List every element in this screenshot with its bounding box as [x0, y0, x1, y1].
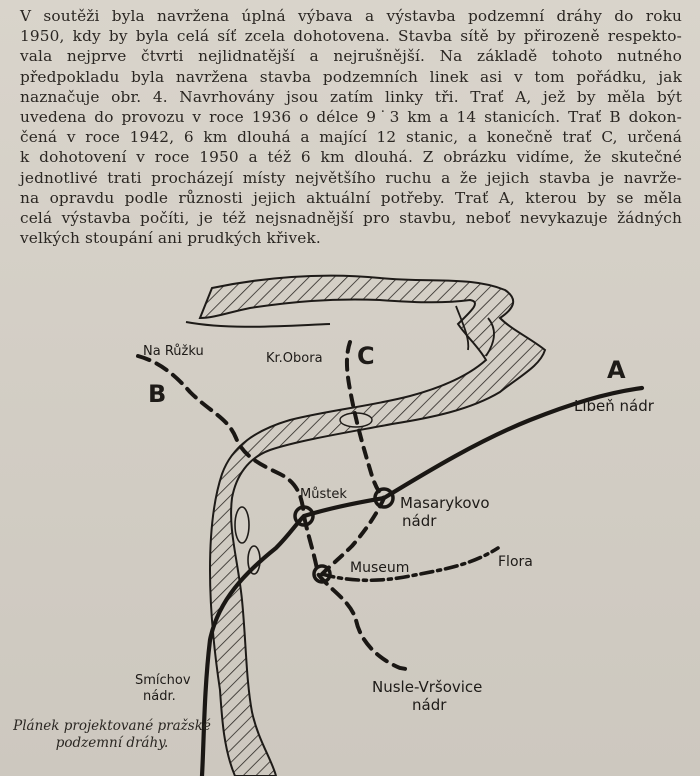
text-line: uvedena do provozu v roce 1936 o délce 9˙3 km a 14 stanicích. Trať B dokon-	[20, 108, 682, 127]
label-liben: Libeň nádr	[574, 397, 654, 415]
line-b-track	[138, 356, 412, 670]
text-line: naznačuje obr. 4. Navrhovány jsou zatím linky tři. Trať A, jež by měla být	[20, 87, 682, 106]
label-flora: Flora	[498, 554, 533, 570]
caption-line: podzemní dráhy.	[55, 735, 169, 751]
text-line: k dohotovení v roce 1950 a též 6 km dlouhá. Z obrázku vidíme, že skutečné	[20, 148, 682, 167]
text-line: velkých stoupání ani prudkých křivek.	[20, 229, 321, 248]
text-line: jednotlivé trati procházejí místy největšího ruchu a že jejich stavba je navrže-	[20, 168, 682, 187]
text-line: čená v roce 1942, 6 km dlouhá a mající 12 stanic, a konečně trať C, určená	[20, 128, 682, 147]
label-nusle-nadr: nádr	[412, 696, 447, 714]
body-text	[20, 6, 682, 248]
flora-branch-track	[322, 548, 498, 580]
label-masarykovo: Masarykovo	[400, 494, 490, 512]
line-c-track	[322, 342, 384, 574]
text-line: V soutěži byla navržena úplná výbava a výstavba podzemní dráhy do roku	[20, 7, 682, 25]
label-nusle-vrsovice: Nusle-Vršovice	[372, 678, 483, 696]
label-masarykovo-nadr: nádr	[402, 512, 437, 530]
caption-line: Plánek projektované pražské	[13, 718, 211, 734]
label-mustek: Můstek	[300, 487, 347, 502]
line-c-label: C	[357, 342, 375, 370]
text-line: vala nejprve čtvrti nejlidnatější a nejrušnější. Na základě tohoto nutného	[20, 47, 682, 66]
label-na-rozku: Na Růžku	[143, 344, 204, 359]
label-smichov: Smíchov	[135, 673, 191, 688]
label-smichov-nadr: nádr.	[143, 689, 176, 704]
text-line: předpokladu byla navržena stavba podzemních linek asi v tom pořádku, jak	[20, 67, 682, 86]
text-line: na opravdu podle různosti jejich aktuální potřeby. Trať A, kterou by se měla	[20, 188, 682, 207]
text-line: 1950, kdy by byla celá síť zcela dohotovena. Stavba sítě by přirozeně respekto-	[20, 27, 682, 46]
label-museum: Museum	[350, 560, 410, 576]
figure-caption	[12, 718, 212, 752]
label-kr-obora: Kr.Obora	[266, 351, 323, 366]
subway-map	[0, 262, 700, 776]
text-line: celá výstavba počíti, je též nejsnadnější pro stavbu, neboť nevykazuje žádných	[20, 209, 682, 228]
line-b-label: B	[148, 380, 167, 408]
line-a-label: A	[607, 356, 626, 384]
